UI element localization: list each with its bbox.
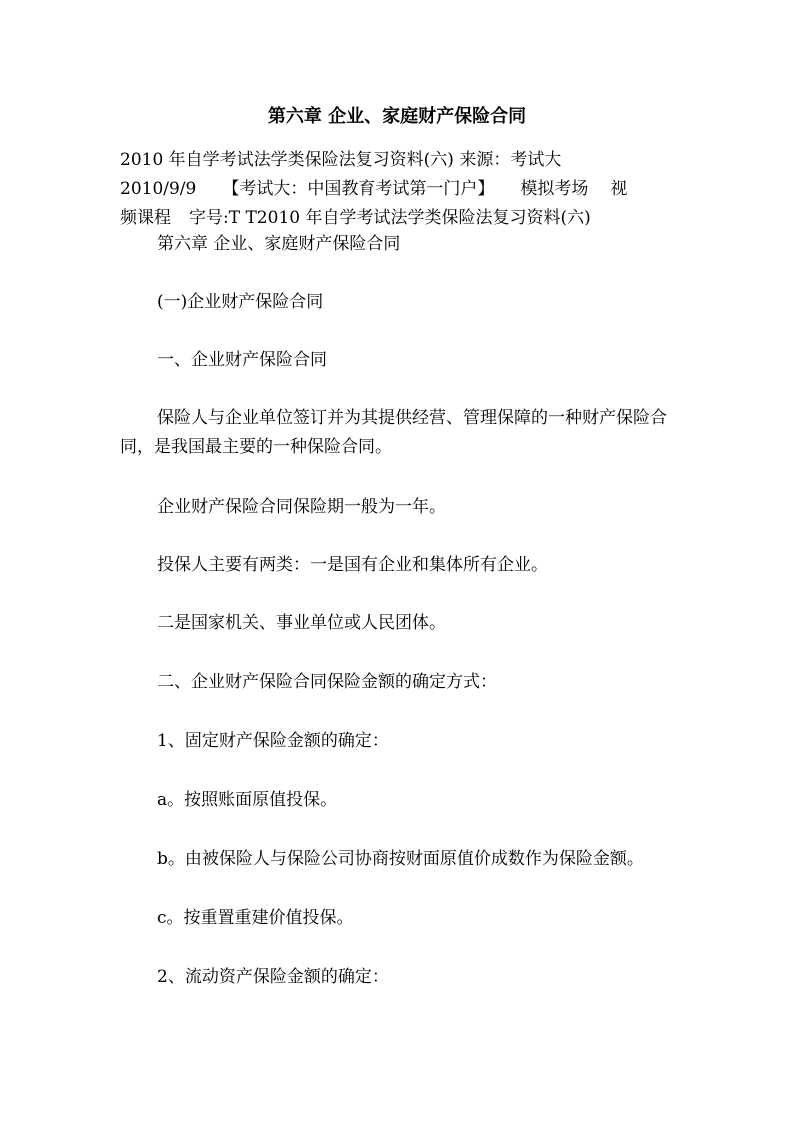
font-size-control[interactable]: 字号:T T2010 年自学考试法学类保险法复习资料(六) (189, 208, 591, 228)
portal-link[interactable]: 【考试大：中国教育考试第一门户】 (222, 179, 495, 199)
paragraph: 1、固定财产保险金额的确定： (157, 731, 389, 751)
paragraph: (一)企业财产保险合同 (157, 292, 324, 312)
publish-date: 2010/9/9 (120, 179, 197, 199)
paragraph: b。由被保险人与保险公司协商按财面原值价成数作为保险金额。 (157, 849, 644, 869)
paragraph: 投保人主要有两类：一是国有企业和集体所有企业。 (157, 555, 548, 575)
article-header (120, 146, 680, 233)
mock-exam-link[interactable]: 模拟考场 (520, 179, 589, 199)
video-course-link-end[interactable]: 频课程 (120, 208, 171, 228)
paragraph: 2、流动资产保险金额的确定： (157, 967, 389, 987)
paragraph: 二是国家机关、事业单位或人民团体。 (157, 613, 446, 633)
paragraph: 保险人与企业单位签订并为其提供经营、管理保障的一种财产保险合同，是我国最主要的一种保险合同。 (120, 408, 667, 457)
paragraph: 第六章 企业、家庭财产保险合同 (157, 234, 401, 254)
source-line: 2010 年自学考试法学类保险法复习资料(六) 来源：考试大 (120, 150, 562, 170)
meta-line (120, 175, 680, 204)
paragraph: 企业财产保险合同保险期一般为一年。 (157, 497, 446, 517)
video-course-link-start[interactable]: 视 (610, 179, 628, 199)
document-title: 第六章 企业、家庭财产保险合同 (267, 106, 527, 127)
paragraph: 二、企业财产保险合同保险金额的确定方式： (157, 672, 497, 692)
paragraph: a。按照账面原值投保。 (157, 790, 338, 810)
paragraph: c。按重置重建价值投保。 (157, 908, 354, 928)
font-size-line (120, 204, 680, 233)
paragraph: 一、企业财产保险合同 (157, 350, 327, 370)
